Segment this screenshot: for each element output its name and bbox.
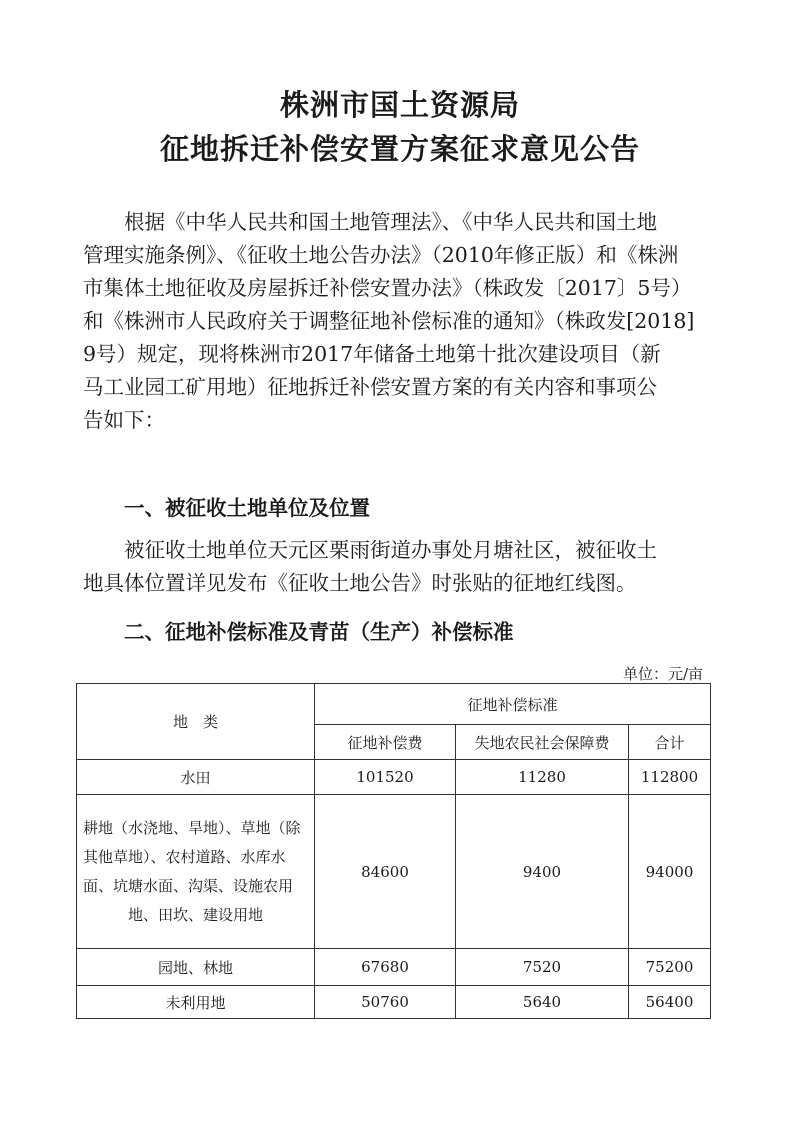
value-cell: 9400 (456, 795, 629, 949)
value-cell: 101520 (315, 760, 456, 795)
value-cell: 11280 (456, 760, 629, 795)
intro-line: 告如下： (83, 408, 165, 432)
table-row (77, 795, 711, 949)
intro-line: 市集体土地征收及房屋拆迁补偿安置办法》（株政发〔2017〕5号） (83, 276, 692, 300)
value-cell: 112800 (629, 760, 711, 795)
standard-header: 征地补偿标准 (315, 684, 711, 725)
column-header: 失地农民社会保障费 (456, 725, 629, 760)
column-header: 合计 (629, 725, 711, 760)
land-type-line: 耕地（水浇地、旱地）、草地（除 (83, 818, 301, 837)
value-cell: 50760 (315, 986, 456, 1019)
table-header-row (77, 684, 711, 725)
value-cell: 75200 (629, 949, 711, 986)
land-type-line: 面、坑塘水面、沟渠、设施农用 (83, 876, 294, 895)
land-type-cell: 未利用地 (77, 986, 315, 1019)
section2-heading: 二、征地补偿标准及青苗（生产）补偿标准 (83, 620, 514, 644)
value-cell: 56400 (629, 986, 711, 1019)
intro-line: 和《株洲市人民政府关于调整征地补偿标准的通知》（株政发[2018] (83, 309, 695, 333)
section1-heading: 一、被征收土地单位及位置 (83, 496, 370, 520)
value-cell: 67680 (315, 949, 456, 986)
land-type-line: 地、田坎、建设用地 (127, 905, 263, 924)
land-type-cell: 园地、林地 (77, 949, 315, 986)
value-cell: 84600 (315, 795, 456, 949)
document-title-line2: 征地拆迁补偿安置方案征求意见公告 (159, 132, 640, 166)
intro-line: 根据《中华人民共和国土地管理法》、《中华人民共和国土地 (83, 210, 657, 234)
intro-line: 管理实施条例》、《征收土地公告办法》（2010年修正版）和《株洲 (83, 243, 679, 267)
column-header: 征地补偿费 (315, 725, 456, 760)
table-row (77, 949, 711, 986)
compensation-table (76, 683, 711, 1019)
value-cell: 94000 (629, 795, 711, 949)
land-type-cell: 水田 (77, 760, 315, 795)
unit-label: 单位：元/亩 (622, 665, 703, 683)
table-row (77, 986, 711, 1019)
value-cell: 7520 (456, 949, 629, 986)
value-cell: 5640 (456, 986, 629, 1019)
document-title-line1: 株洲市国土资源局 (279, 88, 520, 122)
intro-paragraph (83, 206, 713, 437)
intro-line: 马工业园工矿用地）征地拆迁补偿安置方案的有关内容和事项公 (83, 375, 657, 399)
section1-line: 被征收土地单位天元区栗雨街道办事处月塘社区，被征收土 (83, 538, 657, 562)
section1-body (83, 534, 713, 600)
intro-line: 9号）规定，现将株洲市2017年储备土地第十批次建设项目（新 (83, 342, 661, 366)
table-row (77, 760, 711, 795)
section1-line: 地具体位置详见发布《征收土地公告》时张贴的征地红线图。 (83, 571, 637, 595)
land-type-cell (77, 795, 315, 949)
land-type-header: 地 类 (77, 684, 315, 760)
land-type-line: 其他草地）、农村道路、水库水 (83, 847, 286, 866)
